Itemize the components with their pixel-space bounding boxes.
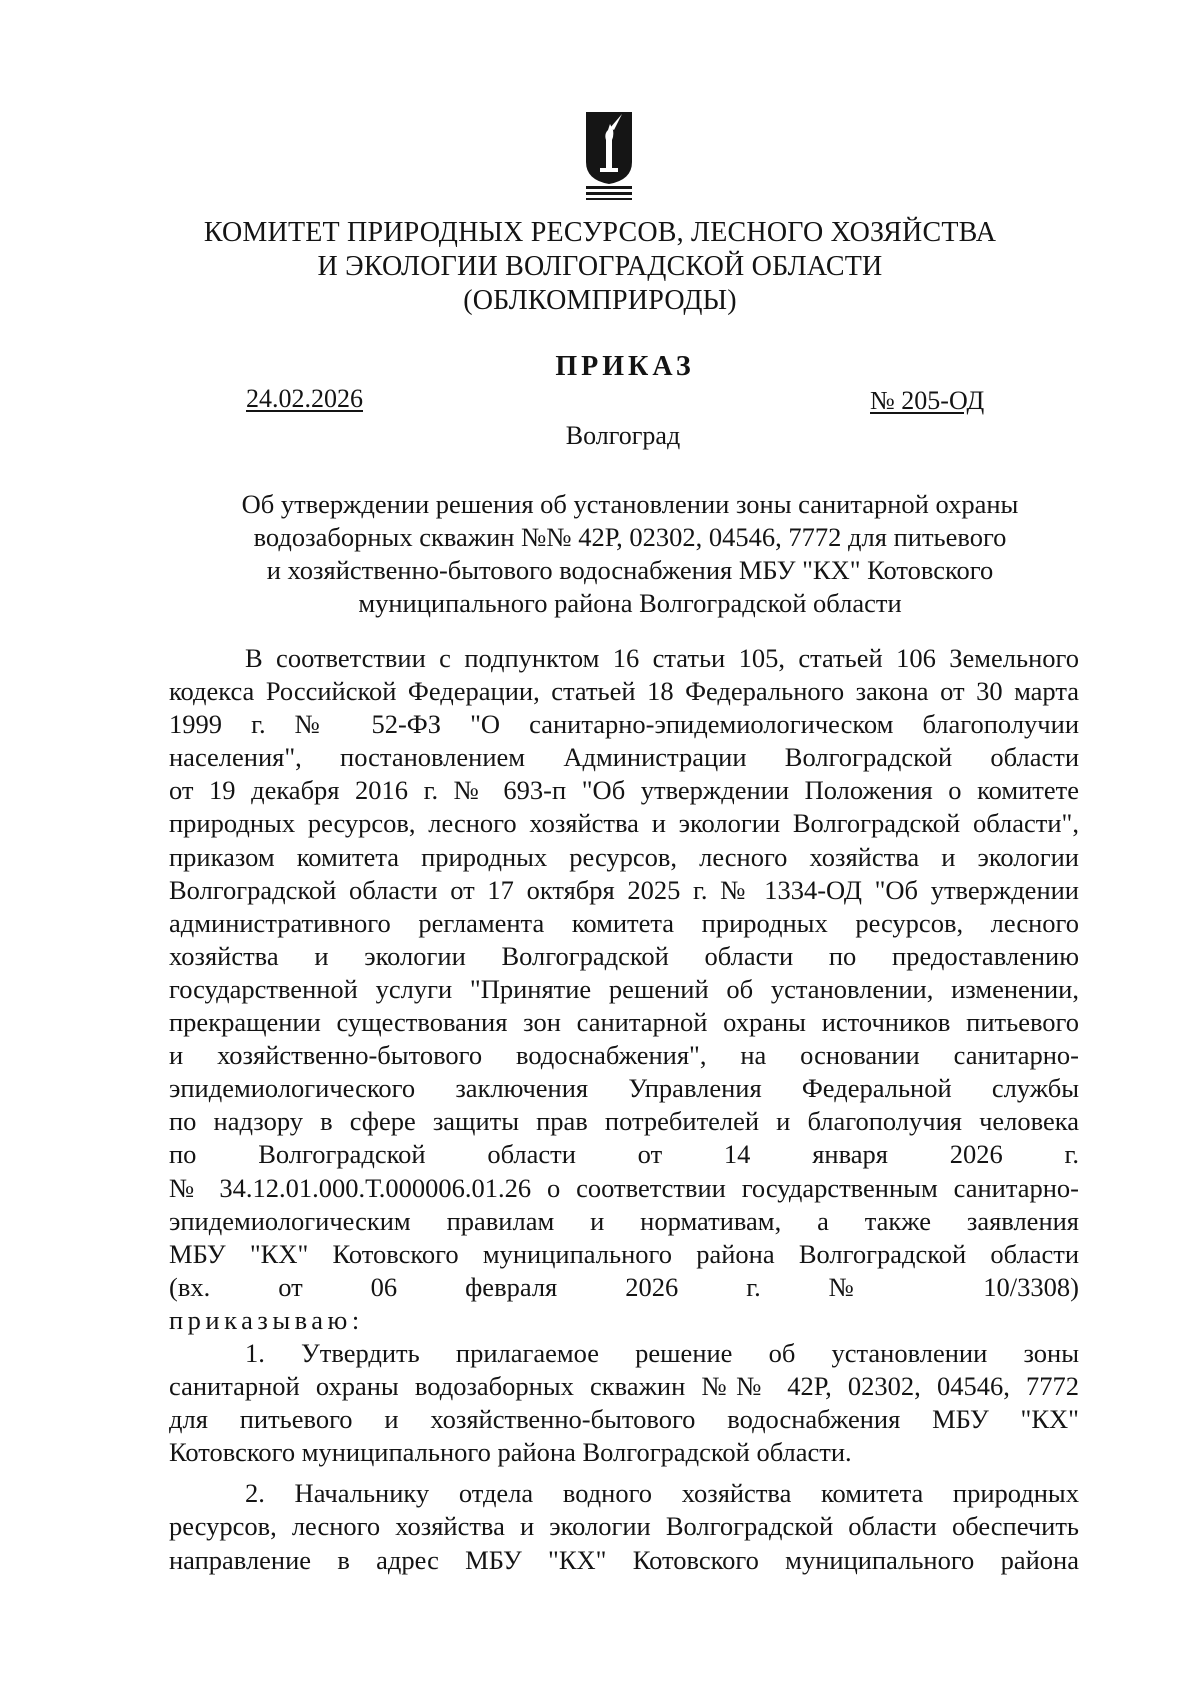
document-date: 24.02.2026	[246, 384, 363, 413]
document-city: Волгоград	[565, 421, 681, 450]
item-1-line: санитарной охраны водозаборных скважин №№ 42Р, 02302, 04546, 7772	[169, 1371, 1079, 1402]
preamble-line: Волгоградской области от 17 октября 2025 г. № 1334-ОД "Об утверждении	[169, 874, 1079, 905]
org-line-3: (ОБЛКОМПРИРОДЫ)	[463, 285, 737, 316]
item-1-line: Котовского муниципального района Волгоградской области.	[169, 1437, 852, 1468]
preamble-line: (вх. от 06 февраля 2026 г. № 10/3308)	[169, 1271, 1079, 1302]
preamble-line: и хозяйственно-бытового водоснабжения", на основании санитарно-	[169, 1040, 1079, 1071]
coat-of-arms-icon	[584, 110, 634, 200]
preamble-line: эпидемиологического заключения Управления Федеральной службы	[169, 1073, 1079, 1104]
subject-line: и хозяйственно-бытового водоснабжения МБУ "КХ" Котовского	[266, 555, 994, 585]
org-line-1: КОМИТЕТ ПРИРОДНЫХ РЕСУРСОВ, ЛЕСНОГО ХОЗЯЙСТВА	[203, 217, 997, 248]
document-subject	[180, 488, 1080, 620]
item-1-line: для питьевого и хозяйственно-бытового водоснабжения МБУ "КХ"	[169, 1404, 1079, 1435]
item-2-line: ресурсов, лесного хозяйства и экологии Волгоградской области обеспечить	[169, 1511, 1079, 1542]
subject-line: водозаборных скважин №№ 42Р, 02302, 04546, 7772 для питьевого	[253, 522, 1007, 552]
preamble-line: государственной услуги "Принятие решений об установлении, изменении,	[169, 973, 1079, 1004]
preamble-line: природных ресурсов, лесного хозяйства и экологии Волгоградской области",	[169, 808, 1079, 839]
org-line-2: И ЭКОЛОГИИ ВОЛГОГРАДСКОЙ ОБЛАСТИ	[317, 251, 883, 282]
preamble-line: № 34.12.01.000.Т.000006.01.26 о соответствии государственным санитарно-	[169, 1172, 1079, 1203]
document-type-title: ПРИКАЗ	[555, 351, 695, 382]
subject-line: муниципального района Волгоградской области	[358, 588, 902, 618]
document-body	[169, 642, 1079, 1577]
item-2-line: 2. Начальнику отдела водного хозяйства комитета природных	[245, 1478, 1079, 1509]
subject-line: Об утверждении решения об установлении зоны санитарной охраны	[241, 489, 1019, 519]
preamble-line: хозяйства и экологии Волгоградской области по предоставлению	[169, 940, 1079, 971]
document-number: № 205-ОД	[870, 386, 985, 415]
preamble-line: по надзору в сфере защиты прав потребителей и благополучия человека	[169, 1106, 1079, 1137]
preamble-line: от 19 декабря 2016 г. № 693-п "Об утверждении Положения о комитете	[169, 775, 1079, 806]
preamble-line: административного регламента комитета природных ресурсов, лесного	[169, 907, 1079, 938]
preamble-line: кодекса Российской Федерации, статьей 18 Федерального закона от 30 марта	[169, 676, 1079, 707]
order-word: приказываю:	[169, 1304, 364, 1335]
organization-name	[0, 216, 1200, 318]
item-2-line: направление в адрес МБУ "КХ" Котовского муниципального района	[169, 1544, 1079, 1575]
preamble-line: 1999 г. № 52-ФЗ "О санитарно-эпидемиологическом благополучии	[169, 709, 1079, 740]
preamble-line: прекращении существования зон санитарной охраны источников питьевого	[169, 1007, 1079, 1038]
preamble-line: населения", постановлением Администрации Волгоградской области	[169, 742, 1079, 773]
preamble-line: эпидемиологическим правилам и нормативам, а также заявления	[169, 1205, 1079, 1236]
preamble-line: по Волгоградской области от 14 января 2026 г.	[169, 1139, 1079, 1170]
preamble-line: приказом комитета природных ресурсов, лесного хозяйства и экологии	[169, 841, 1079, 872]
item-1-line: 1. Утвердить прилагаемое решение об установлении зоны	[245, 1337, 1079, 1368]
preamble-line: МБУ "КХ" Котовского муниципального района Волгоградской области	[169, 1238, 1079, 1269]
preamble-line: В соответствии с подпунктом 16 статьи 105, статьей 106 Земельного	[245, 643, 1079, 673]
